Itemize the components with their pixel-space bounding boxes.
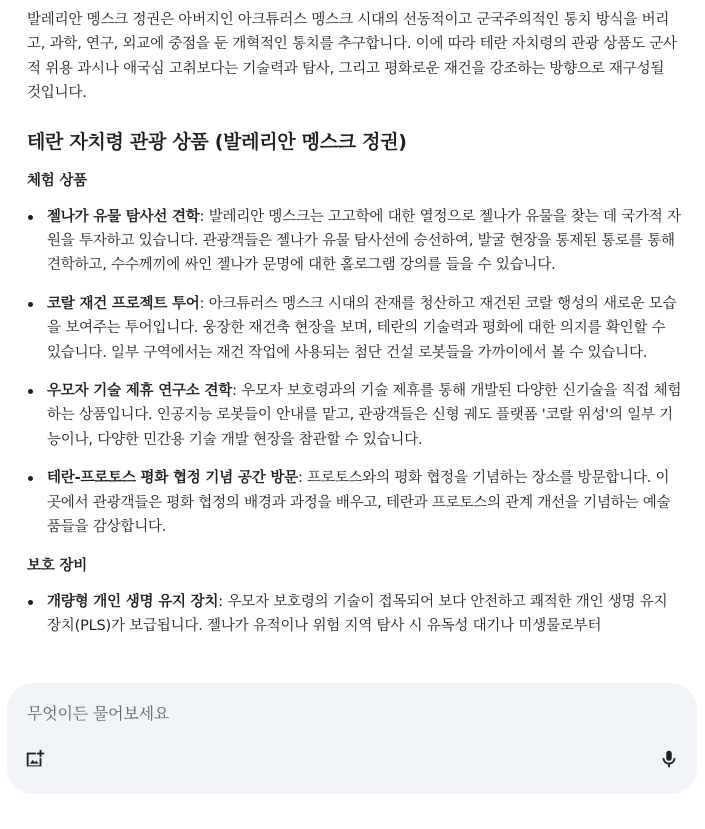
subsection-title-equipment: 보호 장비 — [27, 557, 88, 574]
bullet-icon — [28, 600, 33, 605]
item-description: : 프로토스와의 평화 협정을 기념하는 장소를 방문합니다. 이 곳에서 관광객들은 평화 협정의 배경과 과정을 배우고, 테란과 프로토스의 관계 개선을 기념하는 예술품들을 감상합니다. — [47, 470, 671, 536]
list-item — [27, 205, 682, 278]
list-item — [27, 379, 682, 452]
item-term: 코랄 재건 프로젝트 투어 — [47, 295, 200, 312]
item-term: 우모자 기술 제휴 연구소 견학 — [47, 383, 233, 400]
add-image-icon — [24, 748, 46, 774]
item-term: 젤나가 유물 탐사선 견학 — [47, 208, 200, 225]
bullet-icon — [28, 302, 33, 307]
prompt-composer[interactable] — [7, 683, 697, 794]
list-item — [27, 292, 682, 365]
item-description: : 아크튜러스 멩스크 시대의 잔재를 청산하고 재건된 코랄 행성의 새로운 모습을 보여주는 투어입니다. 웅장한 재건축 현장을 보며, 테란의 기술력과 평화에 대한 의지를 확인할 수 있습니다. 일부 구역에서는 재건 작업에 사용되는 첨단 건설 로봇들을 가까이에서 볼 수 있습니다. — [47, 295, 677, 361]
intro-paragraph: 발레리안 멩스크 정권은 아버지인 아크튜러스 멩스크 시대의 선동적이고 군국주의적인 통치 방식을 버리고, 과학, 연구, 외교에 중점을 둔 개혁적인 통치를 추구합니다. 이에 따라 테란 자치령의 관광 상품도 군사적 위용 과시나 애국심 고취보다는 기술력과 탐사, 그리고 평화로운 재건을 강조하는 방향으로 재구성될 것입니다. — [27, 12, 677, 102]
list-item — [27, 590, 682, 639]
microphone-icon — [658, 748, 680, 774]
add-image-button[interactable] — [21, 747, 49, 775]
equipment-list — [27, 590, 682, 639]
item-description: : 우모자 보호령의 기술이 접목되어 보다 안전하고 쾌적한 개인 생명 유지 장치(PLS)가 보급됩니다. 젤나가 유적이나 위험 지역 탐사 시 유독성 대기나 미생물로부터 — [47, 593, 668, 634]
item-term: 테란-프로토스 평화 협정 기념 공간 방문 — [47, 470, 298, 487]
bullet-icon — [28, 476, 33, 481]
subsection-title-experience: 체험 상품 — [27, 172, 88, 189]
bullet-icon — [28, 215, 33, 220]
prompt-input[interactable]: 무엇이든 물어보세요 — [27, 704, 170, 723]
microphone-button[interactable] — [655, 747, 683, 775]
item-description: : 발레리안 멩스크는 고고학에 대한 열정으로 젤나가 유물을 찾는 데 국가적 자원을 투자하고 있습니다. 관광객들은 젤나가 유물 탐사선에 승선하여, 발굴 현장을 통제된 통로를 통해 견학하고, 수수께끼에 싸인 젤나가 문명에 대한 홀로그램 강의를 들을 수 있습니다. — [47, 208, 681, 274]
experience-list — [27, 205, 682, 540]
response-content — [27, 8, 682, 652]
item-term: 개량형 개인 생명 유지 장치 — [47, 593, 219, 610]
bullet-icon — [28, 389, 33, 394]
section-heading: 테란 자치령 관광 상품 (발레리안 멩스크 정권) — [27, 130, 407, 153]
item-description: : 우모자 보호령과의 기술 제휴를 통해 개발된 다양한 신기술을 직접 체험하는 상품입니다. 인공지능 로봇들이 안내를 맡고, 관광객들은 신형 궤도 플랫폼 '코랄 위성'의 일부 기능이나, 다양한 민간용 기술 개발 현장을 참관할 수 있습니다. — [47, 383, 682, 448]
list-item — [27, 466, 682, 539]
